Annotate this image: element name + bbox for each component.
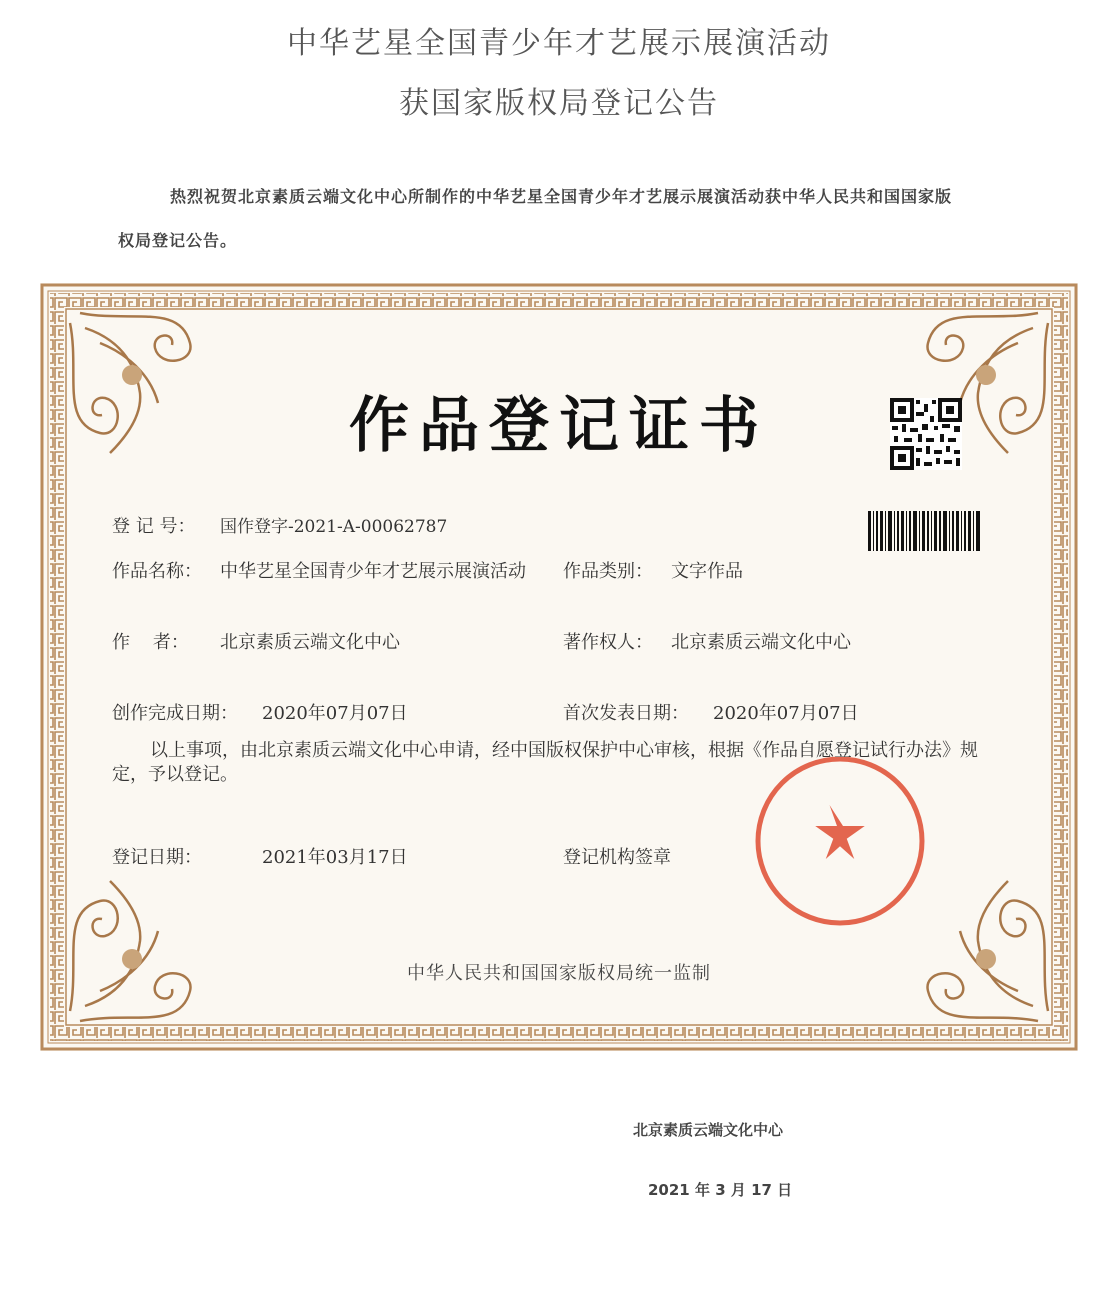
corner-ornament-bottom-left xyxy=(70,881,190,1021)
work-type-value: 文字作品 xyxy=(671,561,743,582)
footer-date: 2021 年 3 月 17 日 xyxy=(648,1181,793,1199)
intro-paragraph-line-1: 热烈祝贺北京素质云端文化中心所制作的中华艺星全国青少年才艺展示展演活动获中华人民共和国国家版 xyxy=(170,187,953,206)
registration-statement: 以上事项，由北京素质云端文化中心申请，经中国版权保护中心审核，根据《作品自愿登记试行办法》规定，予以登记。 xyxy=(112,740,978,785)
intro-paragraph-line-2: 权局登记公告。 xyxy=(118,231,238,250)
footer-organization: 北京素质云端文化中心 xyxy=(633,1121,784,1139)
work-type-label: 作品类别： xyxy=(563,561,653,582)
publish-date-label: 首次发表日期： xyxy=(563,703,689,724)
work-name-label: 作品名称： xyxy=(112,561,202,582)
completion-date-label: 创作完成日期： xyxy=(112,703,238,724)
completion-date-value: 2020年07月07日 xyxy=(262,703,408,724)
copyright-owner-label: 著作权人： xyxy=(563,632,653,653)
page-title-line-1: 中华艺星全国青少年才艺展示展演活动 xyxy=(287,26,831,61)
copyright-certificate xyxy=(40,283,1078,1051)
reg-no-label: 登 记 号： xyxy=(112,516,196,537)
publish-date-value: 2020年07月07日 xyxy=(713,703,859,724)
supervision-line: 中华人民共和国国家版权局统一监制 xyxy=(407,963,711,984)
registration-date-label: 登记日期： xyxy=(112,847,202,868)
work-name-value: 中华艺星全国青少年才艺展示展演活动 xyxy=(220,561,526,582)
page-title-line-2: 获国家版权局登记公告 xyxy=(399,86,719,121)
registration-agency-seal-label: 登记机构签章 xyxy=(563,847,671,868)
reg-no-value: 国作登字-2021-A-00062787 xyxy=(220,517,448,537)
author-value: 北京素质云端文化中心 xyxy=(220,632,400,653)
barcode xyxy=(868,511,980,551)
copyright-owner-value: 北京素质云端文化中心 xyxy=(671,632,851,653)
corner-ornament-bottom-right xyxy=(928,881,1048,1021)
registration-date-value: 2021年03月17日 xyxy=(262,847,408,868)
certificate-title: 作品登记证书 xyxy=(349,391,769,461)
author-label: 作 者： xyxy=(112,632,189,653)
